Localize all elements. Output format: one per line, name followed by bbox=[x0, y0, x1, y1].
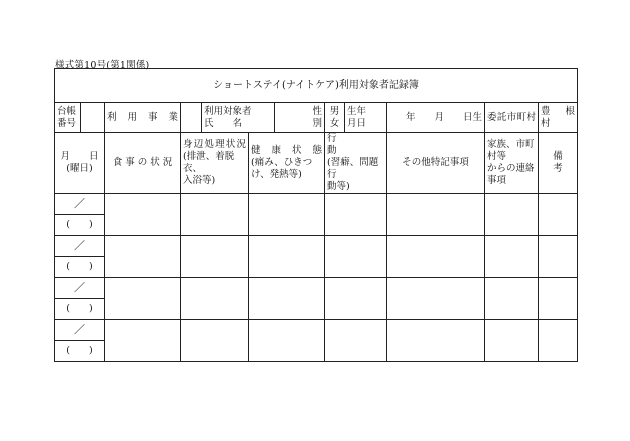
municipality-value: 豊 根 村 bbox=[539, 103, 578, 133]
family-contact-header-line1: 家族、市町村等 bbox=[487, 139, 535, 162]
entry-meal-cell[interactable] bbox=[105, 194, 181, 236]
birthdate-label bbox=[345, 103, 387, 133]
behavior-header bbox=[325, 133, 387, 194]
gender-male: 男 bbox=[329, 105, 340, 117]
date-slash: ／ bbox=[74, 196, 85, 210]
date-slash: ／ bbox=[74, 238, 85, 252]
entry-weekday[interactable]: ( ) bbox=[55, 257, 105, 278]
date-header bbox=[55, 133, 105, 194]
entry-health-cell[interactable] bbox=[249, 194, 325, 236]
entry-family-cell[interactable] bbox=[485, 278, 539, 320]
entry-remarks-cell[interactable] bbox=[539, 320, 578, 362]
entry-meal-cell[interactable] bbox=[105, 236, 181, 278]
self-care-header bbox=[181, 133, 249, 194]
birthdate-label-line1: 生年 bbox=[347, 105, 367, 117]
service-label: 利用事業 bbox=[105, 103, 181, 133]
date-header-line1: 月 日 bbox=[60, 151, 99, 162]
entry-meal-cell[interactable] bbox=[105, 278, 181, 320]
user-name-label bbox=[202, 103, 275, 133]
self-care-header-line2: (排泄、着脱衣、 bbox=[183, 151, 235, 174]
health-header-line3: け、発熱等) bbox=[251, 169, 302, 180]
self-care-header-line3: 入浴等) bbox=[183, 175, 216, 186]
entry-remarks-cell[interactable] bbox=[539, 236, 578, 278]
entry-health-cell[interactable] bbox=[249, 320, 325, 362]
family-contact-header bbox=[485, 133, 539, 194]
record-form-table bbox=[54, 68, 585, 362]
entry-behavior-cell[interactable] bbox=[325, 278, 387, 320]
remarks-header: 備 考 bbox=[539, 133, 578, 194]
behavior-header-line3: 動等) bbox=[327, 181, 350, 192]
entry-weekday[interactable]: ( ) bbox=[55, 215, 105, 236]
entry-date-slash[interactable] bbox=[55, 278, 105, 299]
family-contact-header-line2: からの連絡事項 bbox=[487, 163, 535, 186]
entry-weekday[interactable]: ( ) bbox=[55, 299, 105, 320]
date-slash: ／ bbox=[74, 280, 85, 294]
date-header-line2: (曜日) bbox=[66, 163, 93, 174]
gender-female: 女 bbox=[329, 117, 340, 129]
entry-other-cell[interactable] bbox=[387, 194, 485, 236]
entry-self-care-cell[interactable] bbox=[181, 194, 249, 236]
entry-health-cell[interactable] bbox=[249, 278, 325, 320]
entry-health-cell[interactable] bbox=[249, 236, 325, 278]
entry-other-cell[interactable] bbox=[387, 236, 485, 278]
entry-date-slash[interactable] bbox=[55, 236, 105, 257]
health-header bbox=[249, 133, 325, 194]
ledger-number-label-line1: 台帳 bbox=[57, 105, 77, 117]
ledger-number-field[interactable] bbox=[81, 103, 105, 133]
entry-self-care-cell[interactable] bbox=[181, 278, 249, 320]
form-number-label: 様式第10号(第1関係) bbox=[55, 60, 150, 71]
birthdate-label-line2: 月日 bbox=[347, 117, 367, 129]
ledger-number-label-line2: 番号 bbox=[57, 117, 77, 129]
date-slash: ／ bbox=[74, 322, 85, 336]
entry-weekday[interactable]: ( ) bbox=[55, 341, 105, 362]
entry-self-care-cell[interactable] bbox=[181, 320, 249, 362]
service-field[interactable] bbox=[181, 103, 202, 133]
gender-options[interactable] bbox=[325, 103, 345, 133]
entry-behavior-cell[interactable] bbox=[325, 236, 387, 278]
user-name-label-line1: 利用対象者 bbox=[204, 105, 252, 117]
entry-remarks-cell[interactable] bbox=[539, 278, 578, 320]
entry-behavior-cell[interactable] bbox=[325, 320, 387, 362]
entry-family-cell[interactable] bbox=[485, 194, 539, 236]
gender-label-line1: 性 bbox=[312, 105, 322, 117]
birthdate-field[interactable]: 年 月 日生 bbox=[387, 103, 485, 133]
entry-other-cell[interactable] bbox=[387, 320, 485, 362]
meal-header: 食 事 の 状 況 bbox=[105, 133, 181, 194]
entry-remarks-cell[interactable] bbox=[539, 194, 578, 236]
health-header-line1: 健 康 状 態 bbox=[251, 145, 322, 156]
municipality-label: 委託市町村 bbox=[485, 103, 539, 133]
entry-behavior-cell[interactable] bbox=[325, 194, 387, 236]
entry-date-slash[interactable] bbox=[55, 320, 105, 341]
entry-date-slash[interactable] bbox=[55, 194, 105, 215]
self-care-header-line1: 身辺処理状況 bbox=[183, 139, 246, 150]
entry-self-care-cell[interactable] bbox=[181, 236, 249, 278]
gender-label-line2: 別 bbox=[312, 117, 322, 129]
entry-other-cell[interactable] bbox=[387, 278, 485, 320]
user-name-label-line2: 氏 名 bbox=[204, 117, 243, 129]
other-notes-header: その他特記事項 bbox=[387, 133, 485, 194]
entry-meal-cell[interactable] bbox=[105, 320, 181, 362]
behavior-header-line2: (習癖、問題行 bbox=[327, 157, 379, 180]
health-header-line2: (痛み、ひきつ bbox=[251, 157, 313, 168]
form-title: ショートステイ(ナイトケア)利用対象者記録簿 bbox=[55, 69, 578, 103]
user-name-field[interactable] bbox=[275, 103, 325, 133]
behavior-header-line1: 行 動 bbox=[327, 133, 385, 156]
ledger-number-label bbox=[55, 103, 81, 133]
entry-family-cell[interactable] bbox=[485, 236, 539, 278]
entry-family-cell[interactable] bbox=[485, 320, 539, 362]
